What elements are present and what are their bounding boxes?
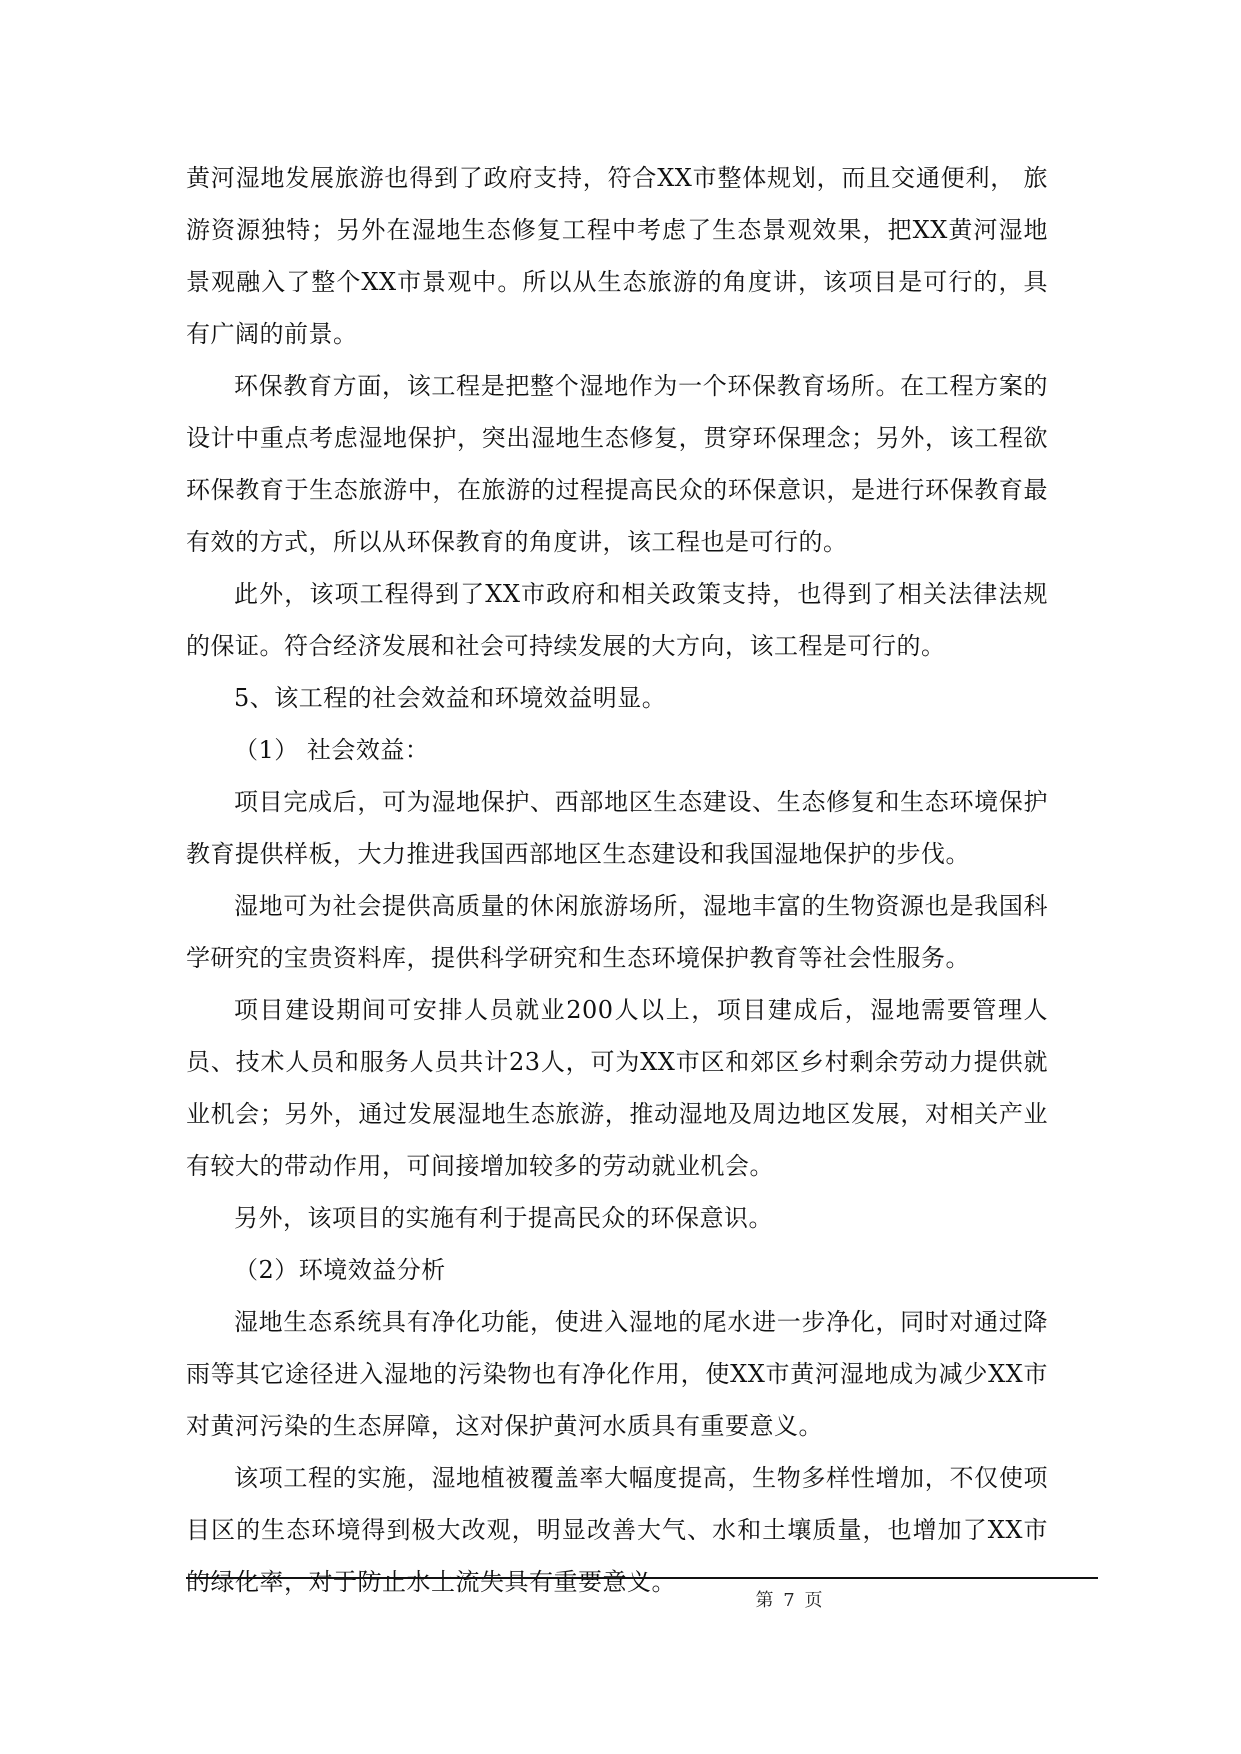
paragraph-tourism-continued: 黄河湿地发展旅游也得到了政府支持，符合XX市整体规划，而且交通便利， 旅游资源独特；另外在湿地生态修复工程中考虑了生态景观效果，把XX黄河湿地景观融入了整个XX市景观中。所以从生态旅游的角度讲，该项目是可行的，具有广阔的前景。 bbox=[186, 164, 1048, 348]
paragraph-policy-support: 此外，该项工程得到了XX市政府和相关政策支持，也得到了相关法律法规的保证。符合经济发展和社会可持续发展的大方向，该工程是可行的。 bbox=[186, 580, 1048, 660]
section-heading-benefits: 5、该工程的社会效益和环境效益明显。 bbox=[234, 684, 667, 712]
paragraph-vegetation: 该项工程的实施，湿地植被覆盖率大幅度提高，生物多样性增加，不仅使项目区的生态环境得到极大改观，明显改善大气、水和土壤质量，也增加了XX市的绿化率，对于防止水土流失具有重要意义。 bbox=[186, 1464, 1048, 1596]
document-body bbox=[186, 152, 1048, 1608]
paragraph-leisure-research: 湿地可为社会提供高质量的休闲旅游场所，湿地丰富的生物资源也是我国科学研究的宝贵资料库，提供科学研究和生态环境保护教育等社会性服务。 bbox=[186, 892, 1048, 972]
paragraph-purification: 湿地生态系统具有净化功能，使进入湿地的尾水进一步净化，同时对通过降雨等其它途径进入湿地的污染物也有净化作用，使XX市黄河湿地成为减少XX市对黄河污染的生态屏障，这对保护黄河水质具有重要意义。 bbox=[186, 1308, 1048, 1440]
paragraph-environmental-education: 环保教育方面，该工程是把整个湿地作为一个环保教育场所。在工程方案的设计中重点考虑湿地保护，突出湿地生态修复，贯穿环保理念；另外，该工程欲环保教育于生态旅游中，在旅游的过程提高民众的环保意识，是进行环保教育最有效的方式，所以从环保教育的角度讲，该工程也是可行的。 bbox=[186, 372, 1048, 556]
paragraph-awareness: 另外，该项目的实施有利于提高民众的环保意识。 bbox=[234, 1204, 773, 1232]
subheading-environmental-benefits: （2）环境效益分析 bbox=[234, 1256, 446, 1284]
subheading-social-benefits: （1） 社会效益： bbox=[234, 736, 430, 764]
paragraph-project-model: 项目完成后，可为湿地保护、西部地区生态建设、生态修复和生态环境保护教育提供样板，大力推进我国西部地区生态建设和我国湿地保护的步伐。 bbox=[186, 788, 1048, 868]
footer-divider bbox=[186, 1577, 1098, 1579]
paragraph-employment: 项目建设期间可安排人员就业200人以上，项目建成后，湿地需要管理人员、技术人员和服务人员共计23人，可为XX市区和郊区乡村剩余劳动力提供就业机会；另外，通过发展湿地生态旅游，推动湿地及周边地区发展，对相关产业有较大的带动作用，可间接增加较多的劳动就业机会。 bbox=[186, 996, 1048, 1180]
page-number: 第 7 页 bbox=[755, 1590, 825, 1611]
